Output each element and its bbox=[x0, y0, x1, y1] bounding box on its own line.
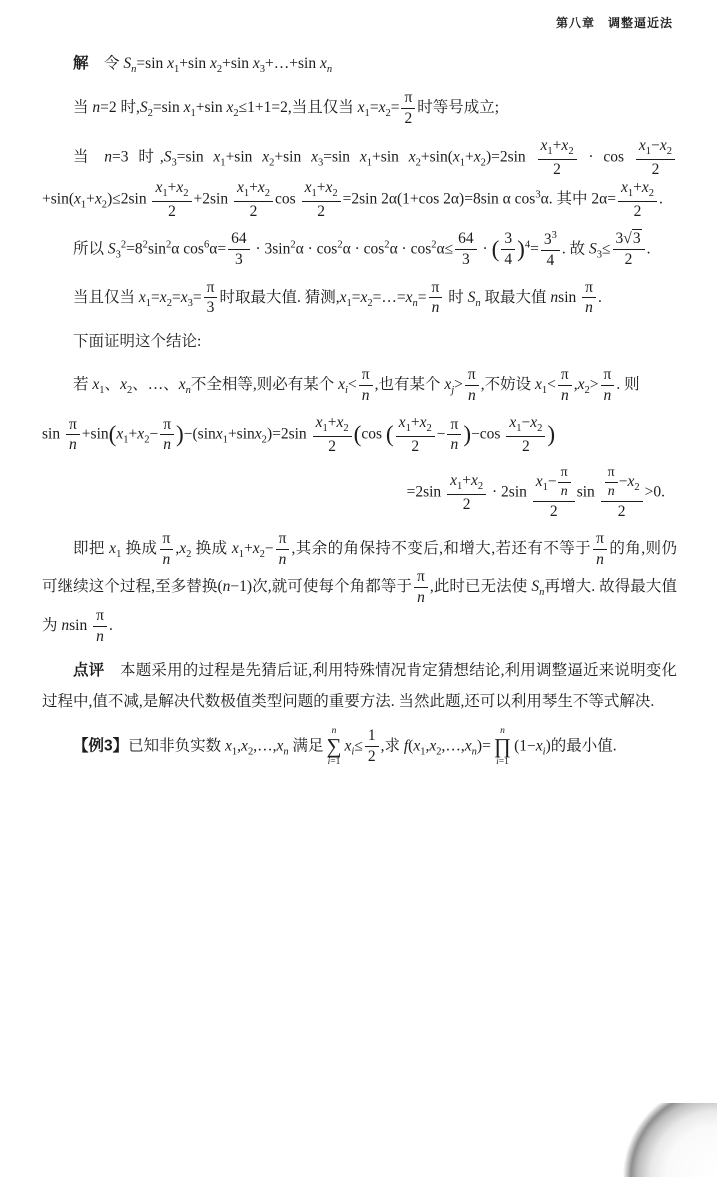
paragraph-proof-intro: 下面证明这个结论: bbox=[73, 333, 202, 351]
paragraph-remark: 点评 本题采用的过程是先猜后证,利用特殊情况肯定猜想结论,利用调整逼近来说明变化过程中,值不减,是解决代数极值类型问题的重要方法. 当然此题,还可以利用琴生不等式解决. bbox=[42, 661, 677, 710]
paragraph-not-all-equal: 若 $x_1$、$x_2$、…、$x_n$不全相等,则必有某个 $x_i<$ $\frac{\pi}{n}$ ,也有某个 $x_j>$ $\frac{\pi}{n}$ ,不妨设 $x_1<$ $\frac{\pi}{n}$ $,x_2>$ $\frac{\pi}{n}$ . 则 bbox=[73, 366, 640, 405]
paragraph-solution-intro: 解 令 $S_n=\sin$ $x_1+\sin$ $x_2+\sin$ $x_3+\dots+\sin$ $x_n$ bbox=[73, 55, 333, 76]
equation-identity-continuation: =2sin $\frac{x_1+x_2}{2}$ · 2sin $x_1-$ $\frac{\pi}{n}$ 2 sin $\frac{\pi}{n}$ $-x_2$ 2 >0. bbox=[406, 464, 665, 520]
paragraph-case-n3: 当 n=3 时$,S_3=\sin$ $x_1+\sin$ $x_2+\sin$ $x_3=\sin$ $x_1+\sin$ $x_2+\sin(x_1+x_2)=2\sin$ $\frac{x_1+x_2}{2}$ · cos $\frac{x_1-x_2}{2}$ $+\sin(x_1+x_2)\le 2\sin$ $\frac{x_1+x_2}{2}$ +2sin $\frac{x_1+x_2}{2}$ cos $\frac{x_1+x_2}{2}$ =2sin 2α(1+cos 2α)=8sin α $\cos^3\alpha$. 其中 2α= $\frac{x_1+x_2}{2}$ . bbox=[42, 137, 677, 221]
running-head bbox=[0, 0, 717, 35]
equation-identity: sin $\frac{\pi}{n}$ $+\sin(x_1+x_2-$ $\frac{\pi}{n}$ )−(sinx$_1$+sinx$_2$)=2sin $\frac{x_1+x_2}{2}$ (cos ( $\frac{x_1+x_2}{2}$ − $\frac{\pi}{n}$ )−cos $\frac{x_1-x_2}{2}$ ) bbox=[42, 413, 556, 456]
paragraph-adjustment-argument: 即把 $x_1$ 换成 $\frac{\pi}{n}$ $,x_2$ 换成 $x_1+x_2-$ $\frac{\pi}{n}$ ,其余的角保持不变后,和增大,若还有不等于 $\frac{\pi}{n}$ 的角,则仍可继续这个过程,至多替换(n−1)次,就可使每个角都等于 $\frac{\pi}{n}$ ,此时已无法使 $S_n$再增大. 故得最大值为 nsin $\frac{\pi}{n}$ . bbox=[42, 529, 677, 645]
page-curl-decoration bbox=[607, 1103, 717, 1177]
paragraph-s3-bound: 所以 $S_3^2=8^2\sin^2\alpha$ $\cos^6\alpha=$ $\frac{64}{3}$ · $3\sin^2\alpha \cdot \cos^2\alpha \cdot \cos^2\alpha \cdot \cos^2\alpha\le$ $\frac{64}{3}$ · ( $\frac{3}{4}$ )$^4$= $\frac{3^3}{4}$ . 故 $S_3\le$ $\frac{3√3}{2}$ . bbox=[73, 229, 651, 269]
chapter-title: 第八章 调整逼近法 bbox=[555, 16, 673, 30]
page-content bbox=[0, 35, 717, 768]
paragraph-example-3: 【例3】已知非负实数 $x_1,x_2,\dots,x_n$ 满足 n ∑ i=1 $x_i\le$ $\frac{1}{2}$ ,求 $f(x_1,x_2,\dots,x_n)=$ n ∏ i=1 $(1-x_i)$的最小值. bbox=[73, 725, 617, 768]
paragraph-case-n2: 当 n=2 时$,S_2=\sin$ $x_1+\sin$ $x_2\le 1+1=2$,当且仅当 $x_1=x_2=$ $\frac{\pi}{2}$ 时等号成立; bbox=[73, 89, 500, 127]
paragraph-equality-guess: 当且仅当 $x_1=x_2=x_3=$ $\frac{\pi}{3}$ 时取最大值. 猜测$,x_1=x_2=\dots=x_n=$ $\frac{\pi}{n}$ 时 $S_n$ 取最大值 nsin $\frac{\pi}{n}$ . bbox=[73, 278, 602, 317]
